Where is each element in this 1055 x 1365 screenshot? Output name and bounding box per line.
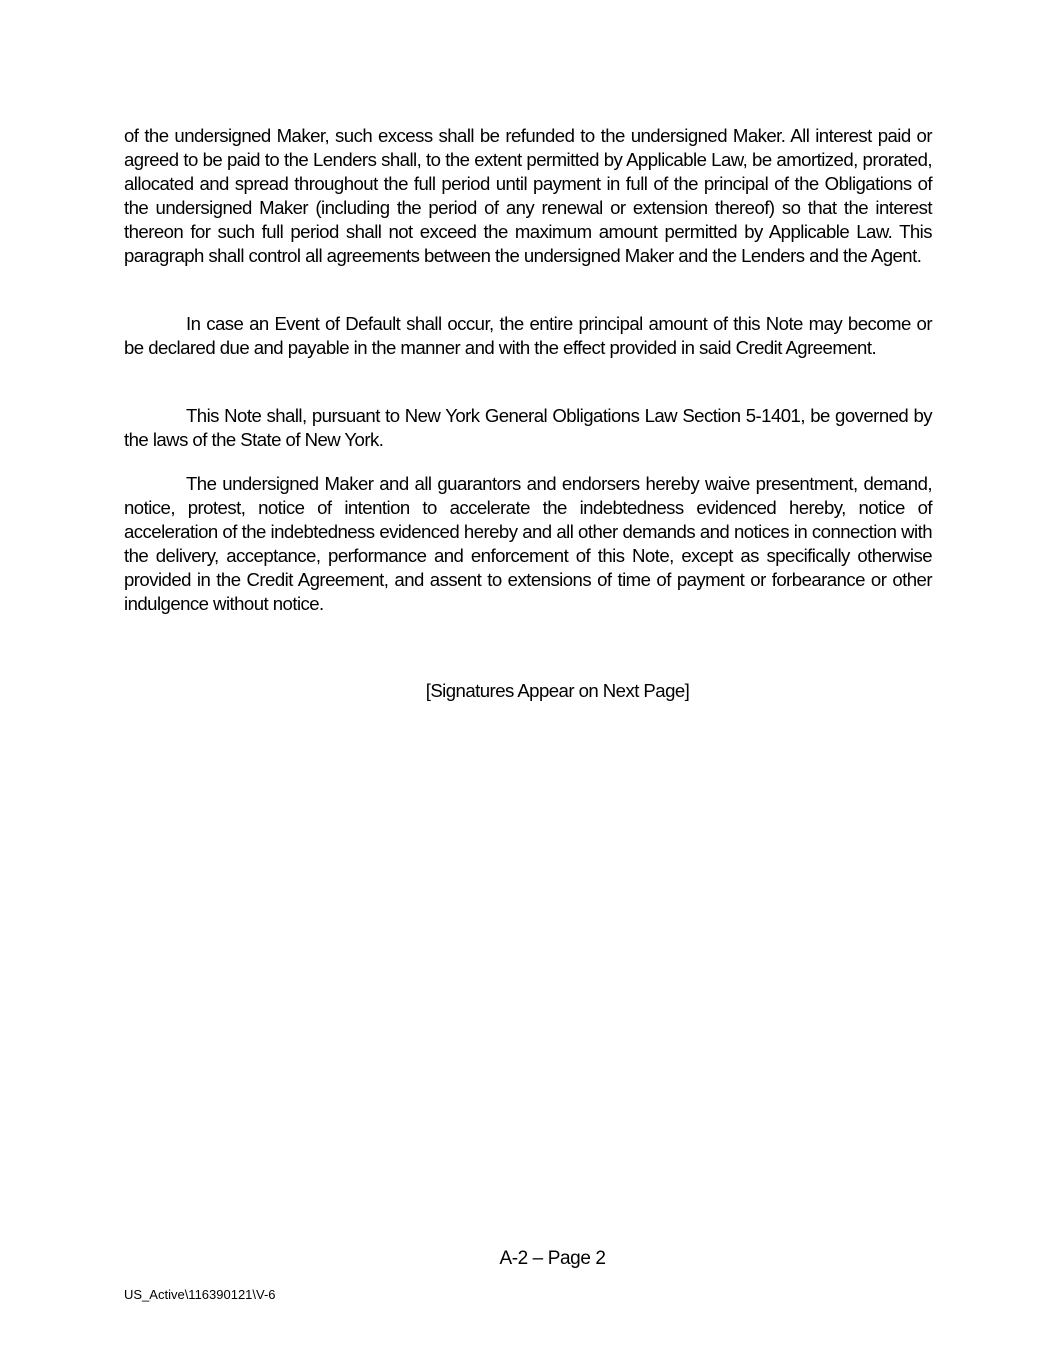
paragraph-event-of-default: In case an Event of Default shall occur, the entire principal amount of this Note may become or be declared due and payable in the manner and with the effect provided in said Credit Agreement. xyxy=(124,313,932,358)
paragraph-waiver: The undersigned Maker and all guarantors and endorsers hereby waive presentment, demand, notice, protest, notice of intention to accelerate the indebtedness evidenced hereby, notice of acceleration of the indebtedness evidenced hereby and all other demands and notices in connection with the delivery, acceptance, performance and enforcement of this Note, except as specifically otherwise provided in the Credit Agreement, and assent to extensions of time of payment or forbearance or other indulgence without notice. xyxy=(124,473,932,614)
document-id-footer: US_Active\116390121\V-6 xyxy=(124,1287,276,1302)
paragraph-governing-law: This Note shall, pursuant to New York General Obligations Law Section 5-1401, be governed by the laws of the State of New York. xyxy=(124,405,932,450)
paragraph-interest-amortization: of the undersigned Maker, such excess shall be refunded to the undersigned Maker. All interest paid or agreed to be paid to the Lenders shall, to the extent permitted by Applicable Law, be amortized, prorated, allocated and spread throughout the full period until payment in full of the principal of the Obligations of the undersigned Maker (including the period of any renewal or extension thereof) so that the interest thereon for such full period shall not exceed the maximum amount permitted by Applicable Law. This paragraph shall control all agreements between the undersigned Maker and the Lenders and the Agent. xyxy=(124,125,932,266)
page-number: A-2 – Page 2 xyxy=(499,1248,606,1269)
signature-note: [Signatures Appear on Next Page] xyxy=(425,680,690,701)
